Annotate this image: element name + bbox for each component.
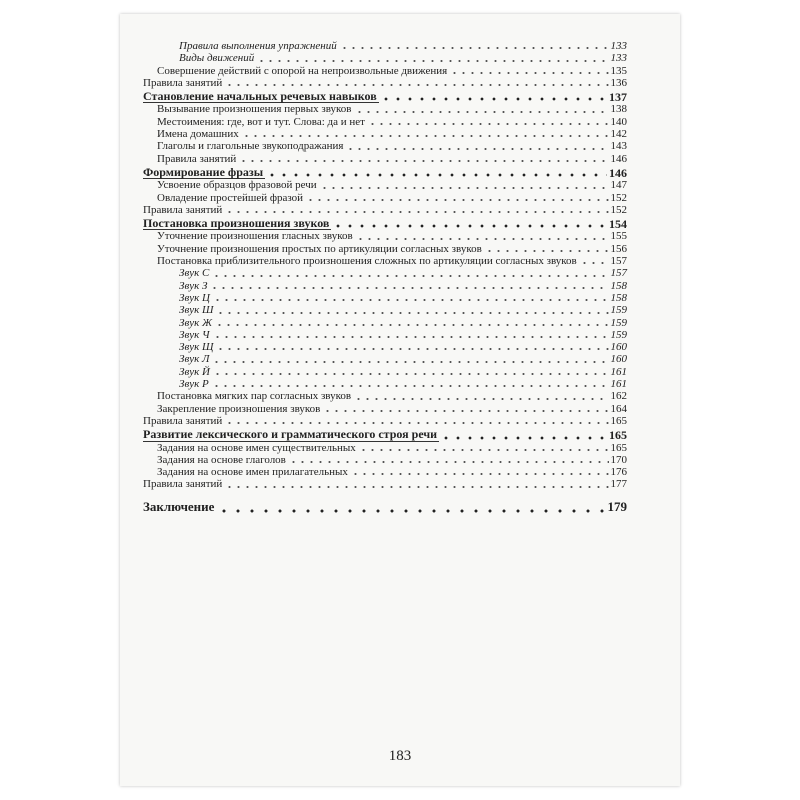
toc-entry-page: 133: [610, 52, 627, 65]
toc-entry: [143, 329, 627, 341]
toc-entry-page: 143: [610, 140, 627, 153]
toc-entry-title: Усвоение образцов фразовой речи: [157, 179, 317, 192]
toc-entry-title: Постановка мягких пар согласных звуков: [157, 390, 352, 403]
dot-leader: [242, 128, 609, 138]
toc-entry: [143, 280, 627, 292]
toc-entry-page: 159: [610, 328, 627, 341]
toc-entry-page: 135: [610, 64, 627, 77]
toc-entry: [143, 52, 627, 64]
toc-entry-page: 137: [609, 90, 627, 105]
dot-leader: [225, 479, 608, 489]
dot-leader: [351, 466, 609, 476]
toc-entry-title: Постановка приблизительного произношения сложных по артикуляции согласных звуков: [157, 255, 577, 268]
dot-leader: [306, 192, 608, 202]
toc-entry-page: 133: [610, 40, 627, 52]
dot-leader: [212, 268, 608, 278]
toc-entry-title: Звук Щ: [179, 341, 214, 354]
toc-entry-page: 154: [609, 217, 627, 232]
toc-entry: [143, 267, 627, 279]
table-of-contents: [143, 40, 627, 515]
toc-entry-title: Уточнение произношения простых по артикуляции согласных звуков: [157, 242, 482, 255]
toc-entry: [143, 116, 627, 128]
dot-leader: [323, 403, 608, 413]
dot-leader: [354, 391, 608, 401]
toc-entry-page: 155: [610, 230, 627, 243]
toc-entry-title: Звук С: [179, 267, 210, 280]
toc-entry-title: Имена домашних: [157, 128, 239, 141]
dot-leader: [213, 292, 609, 302]
dot-leader: [225, 77, 608, 87]
toc-entry-page: 138: [610, 103, 627, 116]
toc-entry-title: Становление начальных речевых навыков: [143, 89, 377, 104]
dot-leader: [266, 167, 607, 177]
toc-entry: [143, 415, 627, 427]
toc-entry-title: Звук Л: [179, 353, 210, 366]
toc-entry-title: Уточнение произношения гласных звуков: [157, 230, 353, 243]
toc-entry-title: Задания на основе имен прилагательных: [157, 466, 348, 479]
toc-entry-title: Овладение простейшей фразой: [157, 191, 304, 204]
dot-leader: [289, 454, 609, 464]
toc-entry-page: 146: [610, 152, 627, 165]
toc-entry: [143, 378, 627, 390]
dot-leader: [217, 503, 605, 513]
toc-entry-title: Правила выполнения упражнений: [179, 40, 337, 52]
toc-entry-title: Звук Ш: [179, 304, 214, 317]
toc-entry: [143, 140, 627, 152]
toc-entry-page: 157: [610, 267, 627, 280]
toc-entry: [143, 128, 627, 140]
toc-entry-page: 159: [610, 316, 627, 329]
toc-entry-page: 160: [610, 341, 627, 354]
dot-leader: [320, 180, 609, 190]
dot-leader: [359, 442, 609, 452]
toc-entry: [143, 403, 627, 415]
toc-entry-title: Звук Ж: [179, 316, 213, 329]
dot-leader: [485, 243, 609, 253]
dot-leader: [355, 104, 609, 114]
toc-entry: [143, 255, 627, 267]
toc-entry: [143, 292, 627, 304]
dot-leader: [380, 91, 607, 101]
toc-entry-page: 179: [607, 498, 627, 514]
toc-entry-page: 152: [610, 203, 627, 216]
dot-leader: [213, 366, 609, 376]
toc-entry-page: 170: [610, 453, 627, 466]
dot-leader: [215, 317, 608, 327]
toc-entry-title: Звук Ч: [179, 328, 210, 341]
toc-entry-page: 159: [610, 304, 627, 317]
page-number: 183: [388, 748, 412, 764]
dot-leader: [332, 218, 607, 228]
toc-entry: [143, 478, 627, 490]
toc-entry: [143, 442, 627, 454]
dot-leader: [340, 40, 609, 50]
toc-entry: [143, 304, 627, 316]
dot-leader: [580, 255, 609, 265]
toc-entry: [143, 65, 627, 77]
toc-entry: [143, 366, 627, 378]
toc-entry-page: 177: [610, 478, 627, 491]
toc-entry-page: 161: [610, 365, 627, 378]
dot-leader: [356, 231, 609, 241]
toc-entry-title: Правила занятий: [143, 414, 223, 427]
dot-leader: [210, 280, 608, 290]
dot-leader: [239, 153, 608, 163]
dot-leader: [213, 329, 609, 339]
toc-entry-page: 164: [610, 402, 627, 415]
toc-entry: [143, 218, 627, 230]
dot-leader: [212, 378, 609, 388]
toc-entry-title: Правила занятий: [143, 203, 223, 216]
toc-entry: [143, 91, 627, 103]
toc-entry-page: 165: [610, 441, 627, 454]
toc-entry: [143, 317, 627, 329]
toc-entry-page: 161: [610, 378, 627, 391]
toc-entry-title: Закрепление произношения звуков: [157, 402, 321, 415]
toc-entry: [143, 499, 627, 515]
toc-entry-title: Звук Й: [179, 365, 210, 378]
toc-entry-page: 136: [610, 76, 627, 89]
toc-entry-title: Заключение: [143, 498, 215, 514]
toc-entry: [143, 429, 627, 441]
toc-entry-title: Формирование фразы: [143, 164, 264, 179]
toc-entry-page: 160: [610, 353, 627, 366]
toc-entry: [143, 77, 627, 89]
toc-entry-title: Звук Ц: [179, 291, 210, 304]
toc-entry-page: 162: [610, 390, 627, 403]
toc-entry: [143, 164, 627, 180]
toc-entry-page: 142: [610, 128, 627, 141]
toc-entry-title: Местоимения: где, вот и тут. Слова: да и нет: [157, 115, 365, 128]
dot-leader: [257, 53, 608, 63]
dot-leader: [225, 204, 608, 214]
toc-entry: [143, 103, 627, 115]
toc-entry-title: Постановка произношения звуков: [143, 216, 330, 231]
toc-entry-title: Задания на основе имен существительных: [157, 441, 356, 454]
toc-entry-title: Правила занятий: [143, 478, 223, 491]
toc-entry-title: Звук З: [179, 279, 208, 292]
toc-entry: [143, 390, 627, 402]
toc-entry-page: 165: [609, 428, 627, 443]
toc-entry-page: 147: [610, 179, 627, 192]
toc-entry-page: 140: [610, 115, 627, 128]
dot-leader: [216, 305, 608, 315]
toc-entry-page: 158: [610, 291, 627, 304]
toc-entry-page: 146: [609, 165, 627, 180]
toc-entry-page: 165: [610, 414, 627, 427]
toc-entry: [143, 40, 627, 52]
toc-entry: [143, 179, 627, 191]
toc-entry-title: Звук Р: [179, 378, 209, 391]
dot-leader: [216, 341, 608, 351]
toc-entry-page: 176: [610, 466, 627, 479]
toc-entry-title: Задания на основе глаголов: [157, 453, 286, 466]
toc-entry-title: Развитие лексического и грамматического строя речи: [143, 427, 438, 442]
dot-leader: [450, 65, 608, 75]
dot-leader: [212, 354, 608, 364]
dot-leader: [440, 430, 607, 440]
toc-entry: [143, 153, 627, 165]
toc-entry-page: 158: [610, 279, 627, 292]
dot-leader: [225, 415, 608, 425]
toc-entry: [143, 341, 627, 353]
toc-entry-page: 156: [610, 242, 627, 255]
toc-entry: [143, 230, 627, 242]
toc-entry-page: 157: [610, 255, 627, 268]
toc-entry-title: Правила занятий: [143, 76, 223, 89]
toc-entry-title: Виды движений: [179, 52, 255, 65]
toc-entry: [143, 192, 627, 204]
toc-entry: [143, 466, 627, 478]
toc-entry: [143, 353, 627, 365]
dot-leader: [346, 141, 608, 151]
toc-entry-title: Вызывание произношения первых звуков: [157, 103, 352, 116]
toc-entry-title: Глаголы и глагольные звукоподражания: [157, 140, 344, 153]
toc-entry: [143, 243, 627, 255]
toc-entry-page: 152: [610, 191, 627, 204]
toc-entry-title: Совершение действий с опорой на непроизвольные движения: [157, 64, 448, 77]
toc-entry-title: Правила занятий: [157, 152, 237, 165]
dot-leader: [368, 116, 609, 126]
toc-entry: [143, 454, 627, 466]
toc-entry: [143, 204, 627, 216]
